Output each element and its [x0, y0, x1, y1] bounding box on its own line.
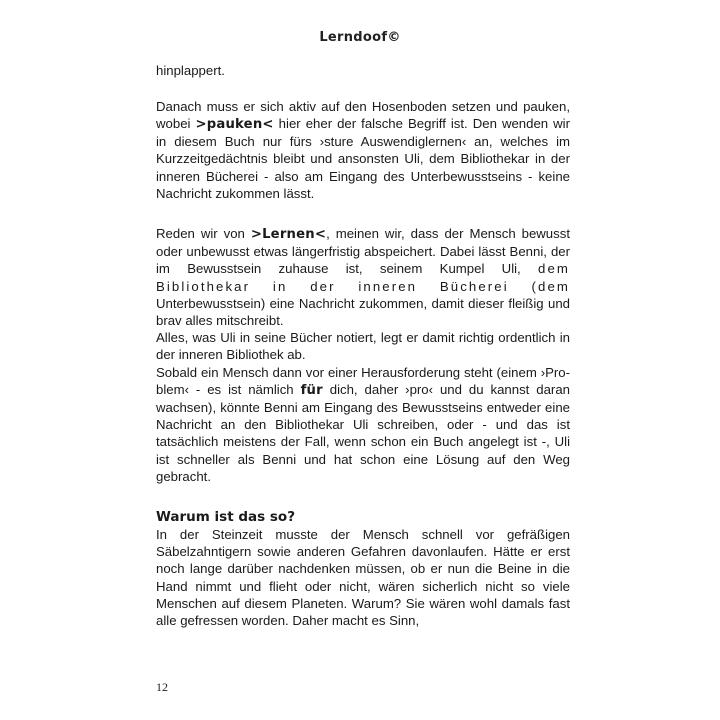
paragraph-text-spaced: dem Bibliothekar in der inneren Bücherei (dem: [156, 261, 570, 294]
section-heading: Warum ist das so?: [156, 508, 296, 525]
paragraph-continuation: hinplappert.: [156, 63, 225, 78]
body-text: [156, 62, 570, 629]
paragraph-text: dich, daher ›pro‹ und du kannst daran wachsen), könnte Benni am Eingang des Bewusstseins entweder eine Nachricht an den Bibliothekar Uli schreiben, oder - und das ist tatsächlich meistens der Fall, wenn schon ein Buch angelegt ist -, Uli ist schneller als Benni und hat schon eine Lösung auf den Weg gebracht.: [156, 381, 570, 484]
paragraph-sobald: [156, 364, 570, 485]
paragraph-pauken: [156, 98, 570, 202]
page-number: 12: [156, 680, 168, 694]
paragraph-text: Danach muss er sich aktiv auf den Hosenboden setzen und pauken, wobei: [156, 98, 570, 131]
paragraph-text: , meinen wir, dass der Mensch bewusst oder unbewusst etwas längerfristig abspeichert. Dabei lässt Benni, der im Bewusstsein zuhause ist, seinem Kumpel Uli,: [156, 225, 570, 277]
paragraph-lernen: [156, 225, 570, 329]
term-fuer: für: [300, 382, 323, 398]
term-lernen: >Lernen<: [250, 226, 327, 242]
paragraph-alles: Alles, was Uli in seine Bücher notiert, legt er damit richtig ordentlich in der inneren Bibliothek ab.: [156, 330, 570, 363]
running-header: Lerndoof©: [319, 30, 401, 45]
paragraph-text: Unterbewusstsein) eine Nachricht zukommen, damit dieser fleißig und brav alles mitschreibt.: [156, 295, 570, 328]
paragraph-steinzeit: In der Steinzeit musste der Mensch schnell vor gefräßigen Säbelzahntigern sowie anderen Gefahren davonlaufen. Hätte er erst noch lange darüber nachdenken müssen, ob er nun die Beine in die Hand nimmt und flieht oder nicht, wären sicherlich nicht so viele Menschen auf diesem Planeten. Warum? Sie wären wohl damals fast alle gefressen worden. Daher macht es Sinn,: [156, 526, 570, 628]
paragraph-text: Sobald ein Mensch dann vor einer Herausforderung steht (einem ›Pro-blem‹ - es ist nämlich: [156, 364, 570, 397]
term-pauken: >pauken<: [195, 116, 274, 132]
paragraph-text: hier eher der falsche Begriff ist. Den wenden wir in diesem Buch nur fürs ›sture Auswendiglernen‹ an, welches im Kurzzeitgedächtnis bleibt und ansonsten Uli, dem Bibliothekar in der inneren Bücherei - also am Eingang des Unterbewusstseins - keine Nachricht zukommen lässt.: [156, 115, 570, 201]
paragraph-text: Reden wir von: [156, 225, 251, 241]
